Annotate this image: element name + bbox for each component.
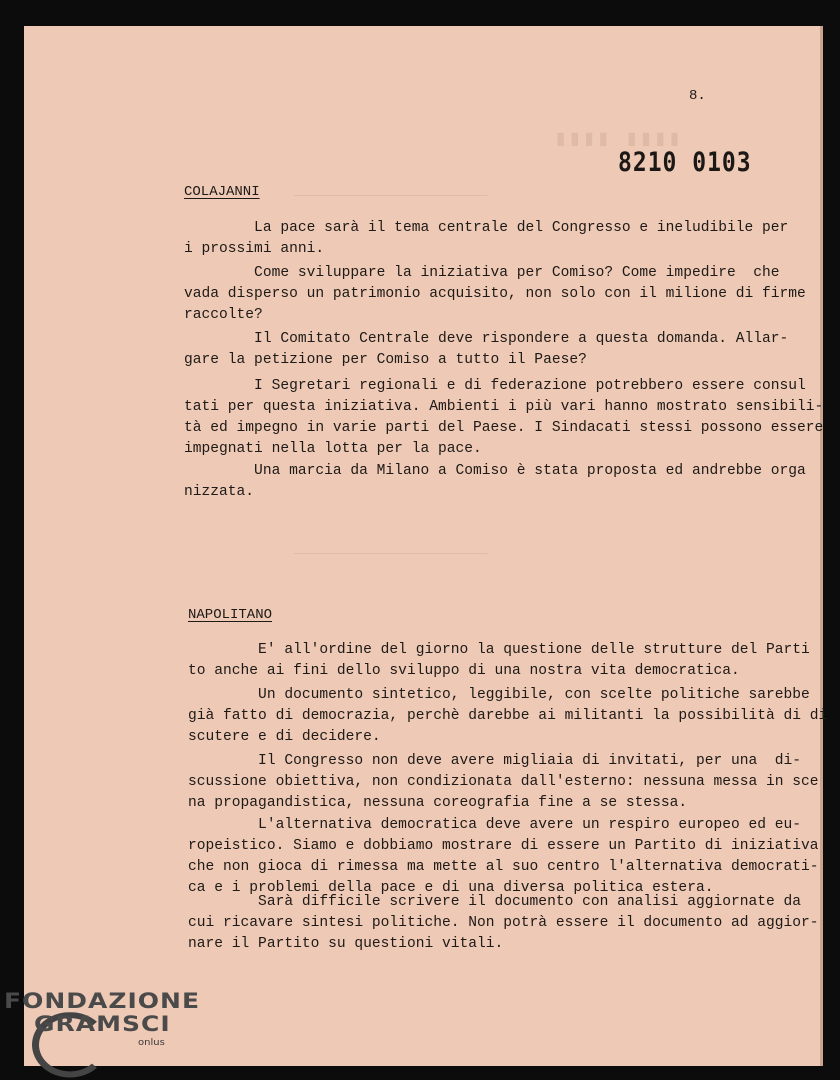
- paragraph: Una marcia da Milano a Comiso è stata proposta ed andrebbe orga nizzata.: [184, 463, 806, 500]
- archive-stamp-number: 8210 0103: [618, 148, 752, 178]
- paragraph: Un documento sintetico, leggibile, con scelte politiche sarebbe già fatto di democrazia, perchè darebbe ai militanti la possibilità di di scutere e di decidere.: [188, 687, 828, 745]
- paragraph: I Segretari regionali e di federazione potrebbero essere consul tati per questa iniziativa. Ambienti i più vari hanno mostrato sensibili- tà ed impegno in varie parti del Paese. I Sindacati stessi possono essere impegnati nella lotta per la pace.: [184, 378, 824, 457]
- paragraph: L'alternativa democratica deve avere un respiro europeo ed eu- ropeistico. Siamo e dobbiamo mostrare di essere un Partito di iniziativa che non gioca di rimessa ma mette al suo centro l'alternativa democrati- ca e i problemi della pace e di una diversa politica estera.: [188, 817, 819, 896]
- paragraph: Sarà difficile scrivere il documento con analisi aggiornate da cui ricavare sintesi politiche. Non potrà essere il documento ad aggior- nare il Partito su questioni vitali.: [188, 894, 819, 952]
- show-through-stamp: ▮▮▮▮ ▮▮▮▮: [554, 127, 683, 152]
- logo-text-line3: onlus: [138, 1037, 165, 1048]
- paragraph: Il Comitato Centrale deve rispondere a questa domanda. Allar- gare la petizione per Comiso a tutto il Paese?: [184, 331, 789, 368]
- logo-text-line2: GRAMSCI: [34, 1011, 171, 1037]
- paragraph: Il Congresso non deve avere migliaia di invitati, per una di- scussione obiettiva, non condizionata dall'esterno: nessuna messa in sce na propagandistica, nessuna coreografia fine a se stessa.: [188, 753, 819, 811]
- show-through-text: ———————————————————————: [294, 188, 488, 204]
- speaker-heading: NAPOLITANO: [188, 607, 273, 623]
- paragraph: Come sviluppare la iniziativa per Comiso? Come impedire che vada disperso un patrimonio acquisito, non solo con il milione di firme raccolte?: [184, 265, 806, 323]
- paragraph: La pace sarà il tema centrale del Congresso e ineludibile per i prossimi anni.: [184, 220, 789, 257]
- page-number: 8.: [689, 88, 706, 104]
- document-page: [24, 26, 828, 1066]
- paragraph: E' all'ordine del giorno la questione delle strutture del Parti to anche ai fini dello sviluppo di una nostra vita democratica.: [188, 642, 810, 679]
- speaker-heading: COLAJANNI: [184, 184, 260, 200]
- show-through-text: ———————————————————————: [294, 546, 488, 562]
- logo-text-line1: FONDAZIONE: [4, 988, 201, 1013]
- fondazione-gramsci-logo: [4, 988, 201, 1048]
